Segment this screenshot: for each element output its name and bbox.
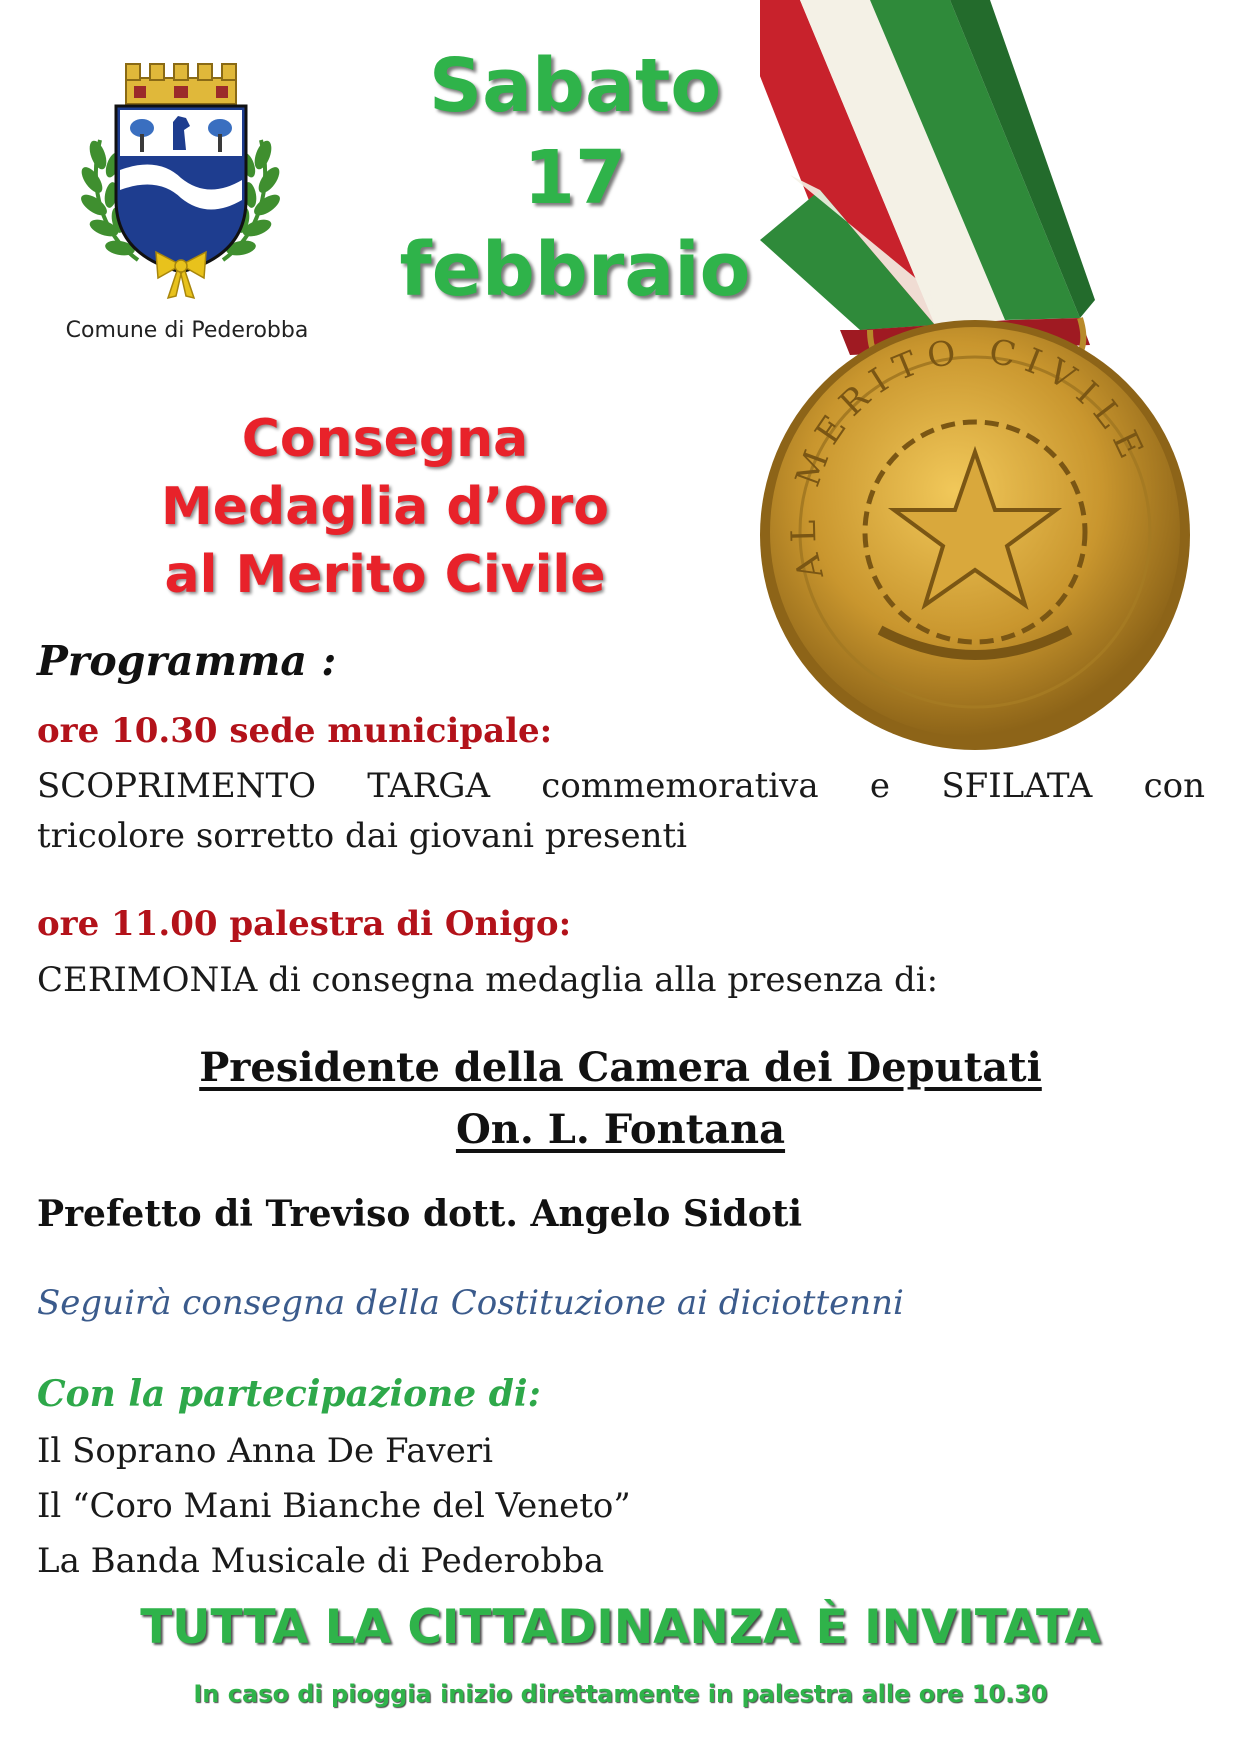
program-heading: Programma : <box>37 637 337 685</box>
date-month: febbraio <box>399 227 751 313</box>
participant-item: Il Soprano Anna De Faveri <box>37 1431 493 1471</box>
guest-name: On. L. Fontana <box>455 1106 786 1153</box>
crown-icon <box>126 64 236 104</box>
title-line-1: Consegna <box>241 409 529 469</box>
invitation-banner: TUTTA LA CITTADINANZA È INVITATA <box>140 1600 1101 1655</box>
municipal-crest-icon <box>78 60 283 300</box>
event1-description-line-1: SCOPRIMENTO TARGA commemorativa e SFILATA con <box>37 766 1205 806</box>
prefect-line: Prefetto di Treviso dott. Angelo Sidoti <box>37 1193 803 1235</box>
title-line-3: al Merito Civile <box>164 545 606 605</box>
title-line-2: Medaglia d’Oro <box>161 477 609 537</box>
tricolor-ribbon <box>760 0 1095 355</box>
rain-notice: In caso di pioggia inizio direttamente in palestra alle ore 10.30 <box>193 1680 1048 1708</box>
participant-item: La Banda Musicale di Pederobba <box>37 1541 605 1581</box>
event2-time: ore 11.00 palestra di Onigo: <box>37 904 572 944</box>
event-title <box>95 405 675 609</box>
event-date <box>335 40 815 316</box>
constitution-note: Seguirà consegna della Costituzione ai diciottenni <box>37 1283 904 1323</box>
date-weekday: Sabato <box>428 43 722 129</box>
participant-item: Il “Coro Mani Bianche del Veneto” <box>37 1486 631 1526</box>
date-day: 17 <box>523 135 627 221</box>
event1-description-line-2: tricolore sorretto dai giovani presenti <box>37 816 688 856</box>
medal-inscription: AL MERITO CIVILE <box>783 331 1155 584</box>
event1-time: ore 10.30 sede municipale: <box>37 711 553 751</box>
shield-icon <box>116 106 246 272</box>
medal-disc <box>760 320 1190 750</box>
guest-title: Presidente della Camera dei Deputati <box>199 1044 1042 1091</box>
event2-description: CERIMONIA di consegna medaglia alla presenza di: <box>37 960 939 1000</box>
participation-heading: Con la partecipazione di: <box>37 1373 541 1415</box>
gold-medal-icon <box>760 0 1230 765</box>
municipality-caption: Comune di Pederobba <box>65 318 309 343</box>
